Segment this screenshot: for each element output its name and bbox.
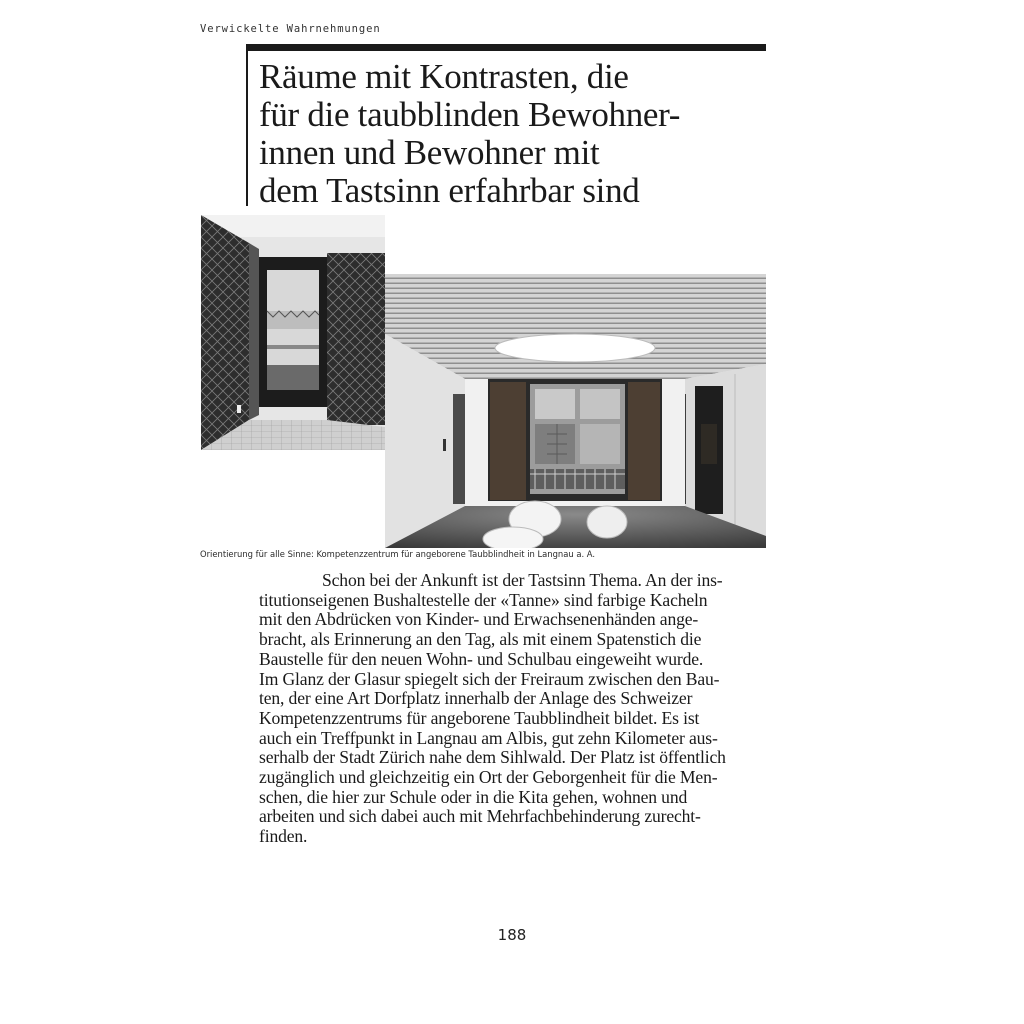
headline-side-rule: [246, 51, 248, 206]
page-number: 188: [497, 926, 527, 944]
body-line: arbeiten und sich dabei auch mit Mehrfachbehinderung zurecht-: [259, 806, 701, 827]
body-line: bracht, als Erinnerung an den Tag, als mit einem Spatenstich die: [259, 629, 702, 650]
body-line: serhalb der Stadt Zürich nahe dem Sihlwald. Der Platz ist öffentlich: [259, 747, 726, 768]
body-line: Im Glanz der Glasur spiegelt sich der Freiraum zwischen den Bau-: [259, 668, 720, 689]
body-line: mit den Abdrücken von Kinder- und Erwachsenenhänden ange-: [259, 609, 699, 630]
body-line: Baustelle für den neuen Wohn- und Schulbau eingeweiht wurde.: [259, 648, 704, 669]
body-line: auch ein Treffpunkt in Langnau am Albis, gut zehn Kilometer aus-: [259, 727, 718, 748]
corridor-photo: [201, 215, 385, 450]
running-head: Verwickelte Wahrnehmungen: [200, 23, 381, 35]
headline-top-rule: [246, 44, 766, 51]
headline-line: Räume mit Kontrasten, die: [259, 57, 629, 96]
body-line: titutionseigenen Bushaltestelle der «Tanne» sind farbige Kacheln: [259, 589, 708, 610]
body-line: schen, die hier zur Schule oder in die Kita gehen, wohnen und: [259, 786, 688, 807]
body-line: finden.: [259, 826, 308, 847]
photo-caption: Orientierung für alle Sinne: Kompetenzzentrum für angeborene Taubblindheit in Langnau a. A.: [200, 549, 596, 559]
body-paragraph: [259, 571, 772, 847]
headline-line: innen und Bewohner mit: [259, 133, 600, 172]
body-line: Schon bei der Ankunft ist der Tastsinn Thema. An der ins-: [322, 570, 723, 590]
body-line: zugänglich und gleichzeitig ein Ort der Geborgenheit für die Men-: [259, 767, 718, 788]
body-line: Kompetenzzentrums für angeborene Taubblindheit bildet. Es ist: [259, 707, 700, 728]
room-photo: [385, 274, 766, 548]
headline: [259, 58, 769, 210]
headline-line: für die taubblinden Bewohner-: [259, 95, 681, 134]
headline-line: dem Tastsinn erfahrbar sind: [259, 171, 640, 210]
body-line: ten, der eine Art Dorfplatz innerhalb der Anlage des Schweizer: [259, 688, 693, 709]
